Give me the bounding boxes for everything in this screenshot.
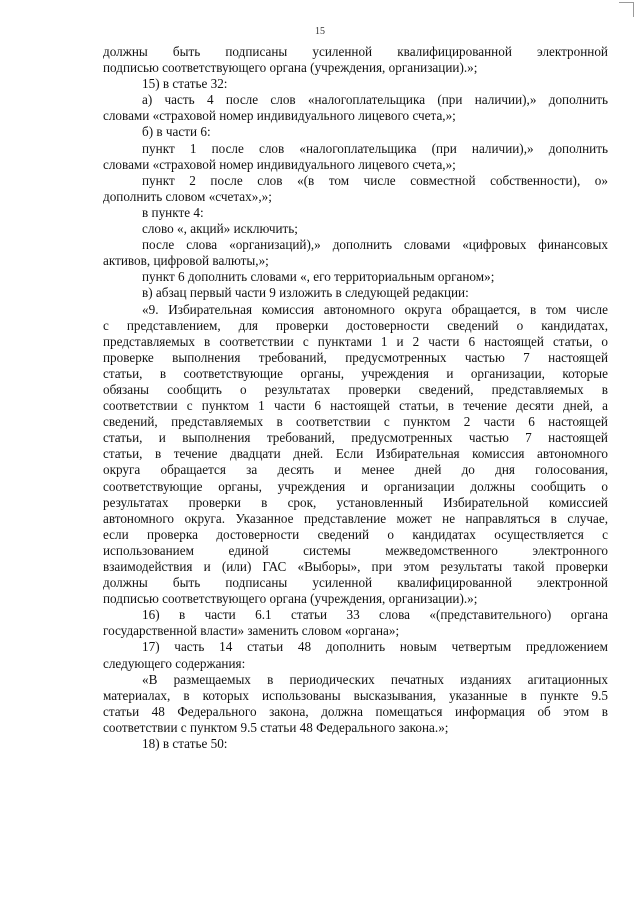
- text-line: активов, цифровой валюты,»;: [103, 253, 269, 269]
- paragraph: [103, 607, 608, 639]
- text-line: статьи, в течение двадцати дней. Если Избирательная комиссия автономного: [103, 446, 608, 462]
- text-line: представляемых в соответствии с пунктами 1 и 2 части 6 настоящей статьи, о: [103, 333, 608, 349]
- text-line: 15) в статье 32:: [142, 76, 228, 92]
- paragraph: [103, 221, 608, 237]
- text-line: дополнить словом «счетах»,»;: [103, 188, 272, 204]
- paragraph: [103, 302, 608, 608]
- text-line: статьи, в соответствующие органы, учреждения и организации, которые: [103, 365, 608, 381]
- page-number: 15: [315, 26, 325, 37]
- text-line: 17) часть 14 статьи 48 дополнить новым четвертым предложением: [142, 639, 608, 655]
- paragraph: [103, 639, 608, 671]
- paragraph: [103, 205, 608, 221]
- text-line: 16) в части 6.1 статьи 33 слова «(представительного) органа: [142, 607, 608, 623]
- text-line: проверке выполнения требований, предусмотренных частью 7 настоящей: [103, 349, 608, 365]
- text-line: после слова «организаций),» дополнить словами «цифровых финансовых: [142, 237, 608, 253]
- paragraph: [103, 736, 608, 752]
- document-body: [103, 44, 608, 752]
- paragraph: [103, 44, 608, 76]
- paragraph: [103, 124, 608, 140]
- text-line: следующего содержания:: [103, 655, 246, 671]
- text-line: использованием единой системы межведомственного электронного: [103, 542, 608, 558]
- paragraph: [103, 141, 608, 173]
- paragraph: [103, 92, 608, 124]
- paragraph: [103, 173, 608, 205]
- text-line: «9. Избирательная комиссия автономного округа обращается, в том числе: [142, 301, 608, 317]
- text-line: соответствующие органы, учреждения и организации должны сообщить о: [103, 478, 608, 494]
- text-line: 18) в статье 50:: [142, 736, 228, 752]
- text-line: б) в части 6:: [142, 124, 211, 140]
- text-line: если проверка достоверности сведений о кандидатах осуществляется с: [103, 526, 608, 542]
- paragraph: [103, 285, 608, 301]
- text-line: подписью соответствующего органа (учреждения, организации).»;: [103, 60, 478, 76]
- text-line: соответствии с пунктом 9.5 статьи 48 Федерального закона.»;: [103, 719, 449, 735]
- text-line: статьи 48 Федерального закона, должна помещаться информация об этом в: [103, 703, 608, 719]
- paragraph: [103, 269, 608, 285]
- text-line: округа обращается за десять и менее дней до дня голосования,: [103, 462, 608, 478]
- text-line: а) часть 4 после слов «налогоплательщика (при наличии),» дополнить: [142, 92, 608, 108]
- text-line: в пункте 4:: [142, 204, 204, 220]
- text-line: сведений, представляемых в соответствии с пунктом 2 части 6 настоящей: [103, 414, 608, 430]
- paragraph: [103, 237, 608, 269]
- text-line: с представлением, для проверки достоверности сведений о кандидатах,: [103, 317, 608, 333]
- text-line: обязаны сообщить о результатах проверки сведений, представляемых в: [103, 381, 608, 397]
- text-line: взаимодействия и (или) ГАС «Выборы», при этом результаты такой проверки: [103, 559, 608, 574]
- text-line: должны быть подписаны усиленной квалифицированной электронной: [103, 44, 608, 59]
- text-line: словами «страховой номер индивидуального лицевого счета,»;: [103, 108, 456, 124]
- text-line: государственной власти» заменить словом «органа»;: [103, 623, 400, 639]
- paragraph: [103, 76, 608, 92]
- text-line: «В размещаемых в периодических печатных изданиях агитационных: [142, 671, 608, 687]
- text-line: в) абзац первый части 9 изложить в следующей редакции:: [142, 285, 469, 301]
- text-line: должны быть подписаны усиленной квалифицированной электронной: [103, 575, 608, 591]
- page-corner-mark: [619, 2, 634, 17]
- text-line: автономного округа. Указанное представление может не направляться в случае,: [103, 510, 608, 526]
- text-line: соответствии с пунктом 1 части 6 настоящей статьи, в течение десяти дней, а: [103, 398, 608, 414]
- text-line: результатах проверки в срок, установленный Избирательной комиссией: [103, 494, 608, 510]
- text-line: пункт 1 после слов «налогоплательщика (при наличии),» дополнить: [142, 140, 608, 156]
- text-line: пункт 6 дополнить словами «, его территориальным органом»;: [142, 269, 495, 285]
- text-line: словами «страховой номер индивидуального лицевого счета,»;: [103, 156, 456, 172]
- text-line: подписью соответствующего органа (учреждения, организации).»;: [103, 591, 478, 607]
- text-line: пункт 2 после слов «(в том числе совместной собственности), о»: [142, 172, 608, 188]
- text-line: материалах, в которых использованы высказывания, указанные в пункте 9.5: [103, 687, 608, 703]
- text-line: статьи, и выполнения требований, предусмотренных частью 7 настоящей: [103, 430, 608, 446]
- paragraph: [103, 672, 608, 736]
- text-line: слово «, акций» исключить;: [142, 221, 298, 237]
